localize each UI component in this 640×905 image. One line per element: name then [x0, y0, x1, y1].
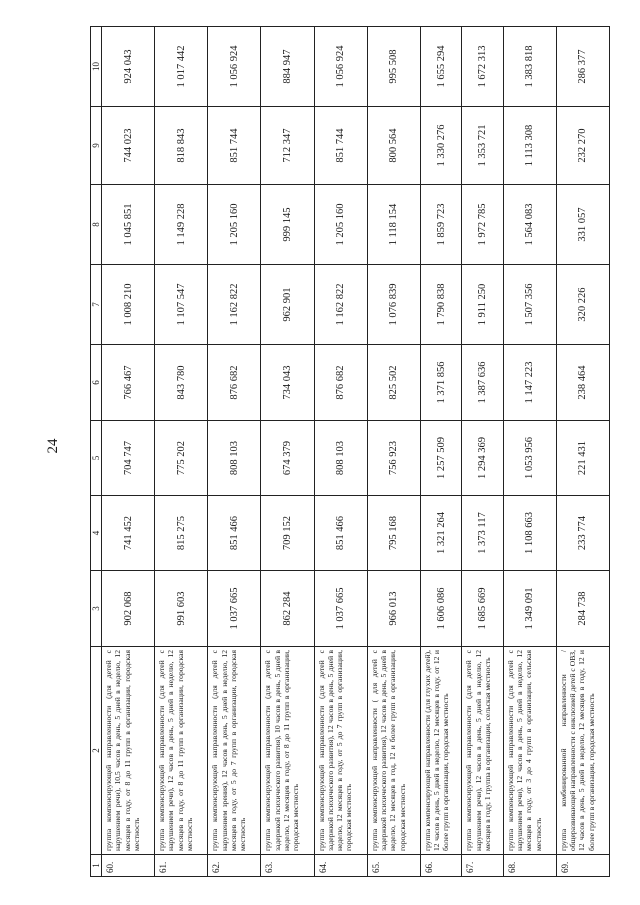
row-value-col-3: 1 037 665	[314, 571, 367, 647]
table-body	[102, 27, 610, 877]
row-value-col-10: 1 655 294	[420, 27, 461, 107]
row-value-col-5: 1 294 369	[462, 421, 503, 496]
row-value-col-6: 734 043	[261, 345, 314, 421]
row-value-col-9: 712 347	[261, 107, 314, 185]
row-description: группа компенсирующей направленности (для детей с нарушением речи), 12 часов в день, 5 дней в неделю, 12 месяцев в году, 1 группа в организации, сельская местность	[462, 647, 503, 855]
table-row	[155, 27, 208, 877]
row-value-col-5: 221 431	[556, 421, 609, 496]
row-value-col-10: 1 017 442	[155, 27, 208, 107]
row-value-col-7: 962 901	[261, 265, 314, 345]
column-header: 4	[91, 496, 102, 571]
row-value-col-8: 1 205 160	[314, 185, 367, 265]
row-value-col-3: 966 013	[367, 571, 420, 647]
row-value-col-3: 902 068	[102, 571, 155, 647]
table-row	[261, 27, 314, 877]
page-number: 24	[45, 438, 61, 454]
row-value-col-5: 808 103	[208, 421, 261, 496]
column-header: 7	[91, 265, 102, 345]
row-value-col-7: 320 226	[556, 265, 609, 345]
row-number: 66.	[420, 855, 461, 877]
row-value-col-6: 766 467	[102, 345, 155, 421]
row-number: 64.	[314, 855, 367, 877]
row-value-col-5: 1 053 956	[503, 421, 556, 496]
data-table	[90, 26, 610, 877]
row-value-col-4: 851 466	[314, 496, 367, 571]
header-row	[91, 27, 102, 877]
row-value-col-7: 1 162 822	[208, 265, 261, 345]
row-description: группа компенсирующей направленности (для детей с нарушением речи), 10,5 часов в день, 5 дней в неделю, 12 месяцев в году, от 8 до 11 групп в организации, городская местность	[102, 647, 155, 855]
row-value-col-8: 999 145	[261, 185, 314, 265]
row-value-col-9: 851 744	[208, 107, 261, 185]
row-description: группа компенсирующей направленности ( для детей с задержкой психического развития), 12 часов в день, 5 дней в неделю, 12 месяцев в год, 12 и более групп в организации, городская местность	[367, 647, 420, 855]
row-value-col-10: 1 056 924	[314, 27, 367, 107]
table-row	[314, 27, 367, 877]
row-value-col-5: 808 103	[314, 421, 367, 496]
row-value-col-9: 800 564	[367, 107, 420, 185]
table-row	[367, 27, 420, 877]
row-value-col-8: 1 972 785	[462, 185, 503, 265]
table-row	[556, 27, 609, 877]
row-number: 63.	[261, 855, 314, 877]
row-value-col-6: 1 387 636	[462, 345, 503, 421]
row-value-col-9: 1 330 276	[420, 107, 461, 185]
row-value-col-4: 1 108 663	[503, 496, 556, 571]
row-number: 67.	[462, 855, 503, 877]
row-value-col-8: 1 045 851	[102, 185, 155, 265]
row-value-col-7: 1 162 822	[314, 265, 367, 345]
row-value-col-4: 1 321 264	[420, 496, 461, 571]
table-row	[503, 27, 556, 877]
table-row	[208, 27, 261, 877]
row-value-col-9: 851 744	[314, 107, 367, 185]
row-number: 68.	[503, 855, 556, 877]
row-value-col-10: 286 377	[556, 27, 609, 107]
column-header: 6	[91, 345, 102, 421]
row-value-col-4: 709 152	[261, 496, 314, 571]
row-value-col-4: 815 275	[155, 496, 208, 571]
row-value-col-8: 1 564 083	[503, 185, 556, 265]
row-description: группа компенсирующей направленности (для детей с задержкой психического развития), 12 часов в день, 5 дней в неделю, 12 месяцев в году, от 5 до 7 групп в организации, городская местность	[314, 647, 367, 855]
row-value-col-5: 756 923	[367, 421, 420, 496]
row-value-col-6: 1 371 856	[420, 345, 461, 421]
row-value-col-4: 741 452	[102, 496, 155, 571]
row-value-col-10: 924 043	[102, 27, 155, 107]
row-description: группа компенсирующей направленности (для глухих детей), 12 часов в день, 5 дней в неделю, 12 месяцев в году, от 12 и более групп в организации, городская местность	[420, 647, 461, 855]
row-value-col-8: 1 859 723	[420, 185, 461, 265]
column-header: 2	[91, 647, 102, 855]
row-value-col-10: 995 508	[367, 27, 420, 107]
table-row	[462, 27, 503, 877]
row-number: 65.	[367, 855, 420, 877]
row-number: 69.	[556, 855, 609, 877]
row-value-col-10: 1 383 818	[503, 27, 556, 107]
row-description: группа компенсирующей направленности (для детей с нарушением речи), 12 часов в день, 5 дней в неделю, 12 месяцев в году, от 3 до 4 групп в организации, сельская местность	[503, 647, 556, 855]
row-value-col-3: 991 603	[155, 571, 208, 647]
row-description: группа компенсирующей направленности (для детей с нарушением речи), 12 часов в день, 5 дней в неделю, 12 месяцев в году, от 8 до 11 групп в организации, городская местность	[155, 647, 208, 855]
row-value-col-10: 884 947	[261, 27, 314, 107]
row-description: группа комбинированной направленности / общеразвивающей направленности с инклюзией детей с ОВЗ, 12 часов в день, 5 дней в неделю, 12 месяцев в году, 12 и более групп в организации, городская местность	[556, 647, 609, 855]
row-value-col-6: 843 780	[155, 345, 208, 421]
row-value-col-4: 795 168	[367, 496, 420, 571]
row-value-col-6: 1 147 223	[503, 345, 556, 421]
row-value-col-3: 1 349 091	[503, 571, 556, 647]
row-value-col-3: 1 037 665	[208, 571, 261, 647]
row-value-col-7: 1 076 839	[367, 265, 420, 345]
row-value-col-5: 775 202	[155, 421, 208, 496]
row-value-col-3: 284 738	[556, 571, 609, 647]
row-value-col-9: 1 353 721	[462, 107, 503, 185]
table-row	[102, 27, 155, 877]
column-header: 9	[91, 107, 102, 185]
row-value-col-8: 1 118 154	[367, 185, 420, 265]
row-value-col-3: 1 685 669	[462, 571, 503, 647]
row-value-col-4: 233 774	[556, 496, 609, 571]
row-value-col-7: 1 008 210	[102, 265, 155, 345]
row-value-col-10: 1 056 924	[208, 27, 261, 107]
row-value-col-8: 1 205 160	[208, 185, 261, 265]
row-number: 61.	[155, 855, 208, 877]
row-value-col-6: 876 682	[314, 345, 367, 421]
row-value-col-7: 1 911 250	[462, 265, 503, 345]
row-value-col-9: 1 113 308	[503, 107, 556, 185]
row-value-col-4: 851 466	[208, 496, 261, 571]
row-number: 62.	[208, 855, 261, 877]
rotated-table-container	[90, 27, 610, 877]
row-description: группа компенсирующей направленности (для детей с нарушением зрения), 12 часов в день, 5 дней в неделю, 12 месяцев в году, от 5 до 7 групп в организации, городская местность	[208, 647, 261, 855]
row-value-col-9: 744 023	[102, 107, 155, 185]
row-value-col-3: 1 606 086	[420, 571, 461, 647]
row-value-col-9: 818 843	[155, 107, 208, 185]
column-header: 5	[91, 421, 102, 496]
table-row	[420, 27, 461, 877]
row-value-col-7: 1 507 356	[503, 265, 556, 345]
row-value-col-7: 1 790 838	[420, 265, 461, 345]
row-value-col-5: 704 747	[102, 421, 155, 496]
row-value-col-4: 1 373 117	[462, 496, 503, 571]
row-value-col-3: 862 284	[261, 571, 314, 647]
row-number: 60.	[102, 855, 155, 877]
row-value-col-10: 1 672 313	[462, 27, 503, 107]
row-value-col-5: 674 379	[261, 421, 314, 496]
column-header: 10	[91, 27, 102, 107]
row-value-col-5: 1 257 509	[420, 421, 461, 496]
row-value-col-7: 1 107 547	[155, 265, 208, 345]
row-value-col-9: 232 270	[556, 107, 609, 185]
row-value-col-8: 331 057	[556, 185, 609, 265]
row-value-col-6: 876 682	[208, 345, 261, 421]
row-value-col-6: 825 502	[367, 345, 420, 421]
column-header: 8	[91, 185, 102, 265]
column-header: 1	[91, 855, 102, 877]
row-value-col-6: 238 464	[556, 345, 609, 421]
row-value-col-8: 1 149 228	[155, 185, 208, 265]
column-header: 3	[91, 571, 102, 647]
row-description: группа компенсирующей направленности (для детей с задержкой психического развития), 10 часов в день, 5 дней в неделю, 12 месяцев в году, от 8 до 11 групп в организации, городская местность	[261, 647, 314, 855]
